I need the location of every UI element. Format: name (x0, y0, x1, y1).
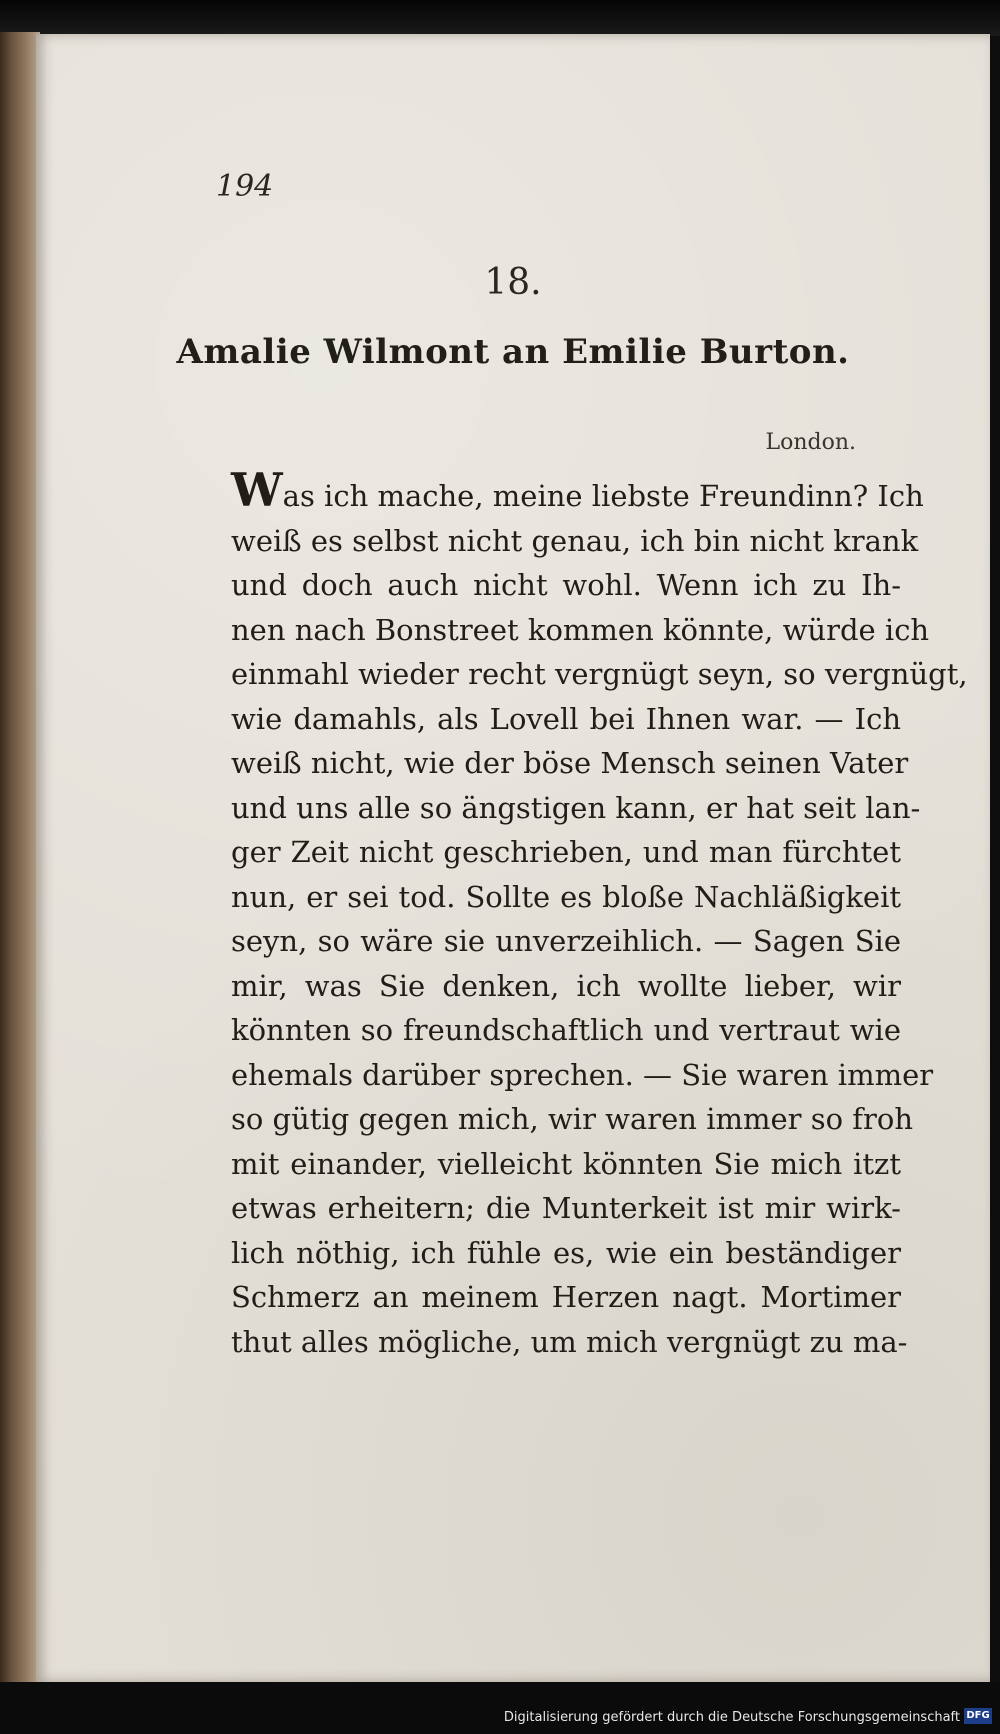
text-line: ger Zeit nicht geschrieben, und man fürchtet (231, 835, 901, 869)
text-line: lich nöthig, ich fühle es, wie ein beständiger (231, 1235, 901, 1270)
text-line: wie damahls, als Lovell bei Ihnen war. — Ich (231, 701, 901, 736)
footer-bar (0, 1682, 1000, 1734)
text-line: einmahl wieder recht vergnügt seyn, so vergnügt, (231, 657, 968, 691)
dfg-logo: DFG (964, 1708, 992, 1724)
text-line: mir, was Sie denken, ich wollte lieber, wir (231, 968, 901, 1003)
footer-credit: Digitalisierung gefördert durch die Deutsche Forschungsgemeinschaft (503, 1710, 960, 1725)
text-line: so gütig gegen mich, wir waren immer so froh (231, 1102, 914, 1136)
text-line: seyn, so wäre sie unverzeihlich. — Sagen Sie (231, 924, 901, 958)
chapter-number: 18. (484, 262, 542, 303)
page-number: 194 (216, 169, 274, 204)
scan-top-shadow (0, 0, 1000, 36)
text-line: etwas erheitern; die Munterkeit ist mir wirk- (231, 1191, 901, 1225)
text-line: mit einander, vielleicht könnten Sie mich itzt (231, 1146, 901, 1181)
letter-title: Amalie Wilmont an Emilie Burton. (176, 332, 850, 372)
text-line: weiß es selbst nicht genau, ich bin nicht krank (231, 523, 919, 558)
text-line: Schmerz an meinem Herzen nagt. Mortimer (231, 1280, 901, 1314)
text-line: nun, er sei tod. Sollte es bloße Nachläßigkeit (231, 879, 901, 914)
text-line: ehemals darüber sprechen. — Sie waren immer (231, 1057, 934, 1092)
text-line: Was ich mache, meine liebste Freundinn? Ich (231, 463, 924, 517)
text-line: weiß nicht, wie der böse Mensch seinen Vater (231, 746, 909, 780)
text-line: nen nach Bonstreet kommen könnte, würde ich (231, 612, 930, 647)
letter-body (231, 463, 968, 1364)
text-line: thut alles mögliche, um mich vergnügt zu ma- (231, 1324, 908, 1359)
book-spine-edge (0, 32, 40, 1682)
book-page (36, 34, 990, 1682)
letter-place: London. (765, 430, 856, 455)
drop-initial: W (231, 463, 283, 517)
text-line: könnten so freundschaftlich und vertraut wie (231, 1013, 901, 1047)
text-line: und doch auch nicht wohl. Wenn ich zu Ih- (231, 568, 901, 602)
text-line: und uns alle so ängstigen kann, er hat seit lan- (231, 790, 921, 825)
